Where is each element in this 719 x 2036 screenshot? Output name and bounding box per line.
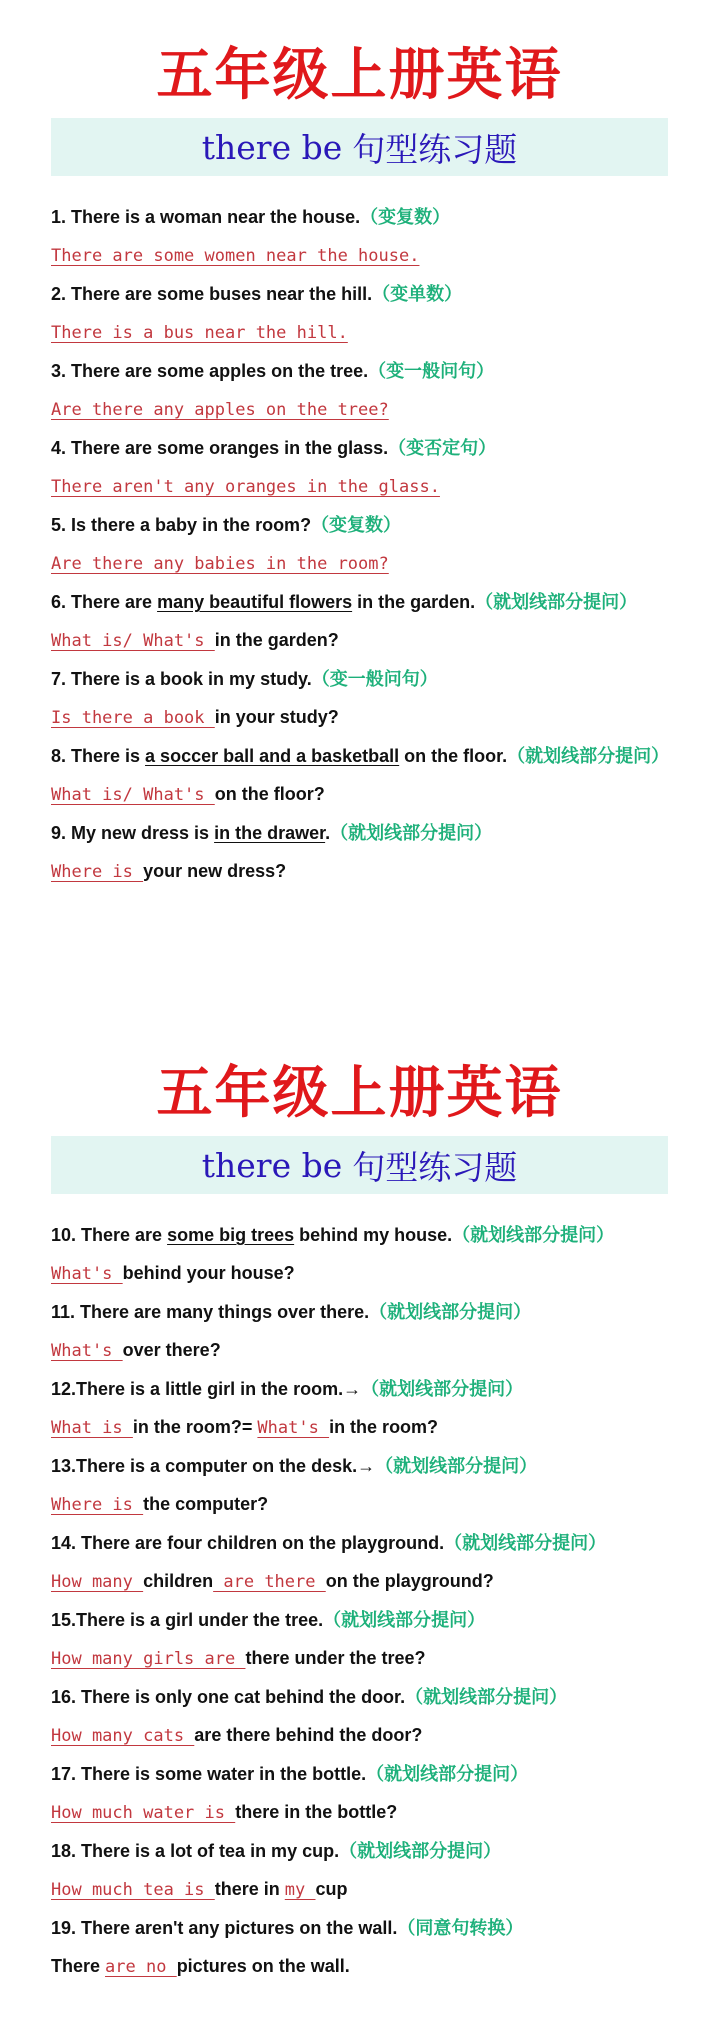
answer-row	[51, 1639, 691, 1678]
answer-text: my	[284, 1880, 316, 1900]
underlined-phrase: some big trees	[167, 1225, 295, 1245]
answer-rest: your new dress?	[143, 861, 287, 881]
answer-mid: children	[143, 1571, 214, 1591]
answer-text: Where is	[51, 862, 144, 882]
banner-en: there be	[201, 1145, 343, 1185]
answer-rest: over there?	[122, 1340, 221, 1360]
answer-text: How much water is	[51, 1803, 236, 1823]
answer-mid: there in	[214, 1879, 285, 1899]
answer-rest: on the playground?	[325, 1571, 494, 1591]
answer-row	[51, 621, 691, 660]
answer-text: What is/ What's	[51, 785, 215, 805]
instruction-tag: （就划线部分提问）	[444, 1533, 607, 1553]
answer-rest: in your study?	[214, 707, 339, 727]
subtitle-banner	[51, 118, 668, 176]
page-title: 五年级上册英语	[156, 42, 563, 108]
answer-row	[51, 1870, 691, 1909]
question-text: 14. There are four children on the playground.	[51, 1533, 445, 1553]
question-text: 13.There is a computer on the desk.→	[51, 1456, 376, 1476]
subtitle-banner	[51, 1136, 668, 1194]
question-text: 17. There is some water in the bottle.	[51, 1764, 367, 1784]
question-row	[51, 1447, 691, 1485]
question-text: in the garden.	[352, 592, 476, 612]
question-row	[51, 1370, 691, 1408]
instruction-tag: （就划线部分提问）	[452, 1225, 615, 1245]
answer-row	[51, 1947, 691, 1986]
answer-row	[51, 1716, 691, 1755]
instruction-tag: （就划线部分提问）	[323, 1610, 486, 1630]
question-row	[51, 429, 691, 467]
question-text: 7. There is a book in my study.	[51, 669, 312, 689]
question-row	[51, 1832, 691, 1870]
underlined-phrase: a soccer ball and a basketball	[145, 746, 400, 766]
instruction-tag: （就划线部分提问）	[405, 1687, 568, 1707]
banner-cn: 句型练习题	[352, 129, 518, 169]
answer-text: How much tea is	[51, 1880, 215, 1900]
answer-text: Is there a book	[51, 708, 215, 728]
question-text: 2. There are some buses near the hill.	[51, 284, 373, 304]
question-row	[51, 198, 691, 236]
instruction-tag: （就划线部分提问）	[507, 746, 670, 766]
answer-rest: pictures on the wall.	[176, 1956, 350, 1976]
underlined-phrase: many beautiful flowers	[157, 592, 353, 612]
answer-row	[51, 1793, 691, 1832]
answer-row	[51, 1562, 691, 1601]
instruction-tag: （变复数）	[360, 207, 451, 227]
instruction-tag: （变复数）	[311, 515, 402, 535]
instruction-tag: （变一般问句）	[368, 361, 495, 381]
answer-text: There are some women near the house.	[51, 246, 420, 266]
instruction-tag: （就划线部分提问）	[330, 823, 493, 843]
question-row	[51, 506, 691, 544]
answer-rest: the computer?	[143, 1494, 269, 1514]
question-text: 18. There is a lot of tea in my cup.	[51, 1841, 340, 1861]
answer-text: There is a bus near the hill.	[51, 323, 348, 343]
question-row	[51, 275, 691, 313]
answer-text: There aren't any oranges in the glass.	[51, 477, 440, 497]
answer-text: Where is	[51, 1495, 144, 1515]
question-row	[51, 1909, 691, 1947]
answer-row	[51, 390, 691, 429]
question-text: 12.There is a little girl in the room.→	[51, 1379, 362, 1399]
instruction-tag: （变否定句）	[388, 438, 497, 458]
answer-rest: there under the tree?	[245, 1648, 426, 1668]
answer-rest: behind your house?	[122, 1263, 295, 1283]
answer-row	[51, 852, 691, 891]
question-text: 8. There is	[51, 746, 146, 766]
question-text: 10. There are	[51, 1225, 168, 1245]
answer-row	[51, 775, 691, 814]
instruction-tag: （同意句转换）	[397, 1918, 524, 1938]
instruction-tag: （就划线部分提问）	[366, 1764, 529, 1784]
answer-row	[51, 544, 691, 583]
question-text: 3. There are some apples on the tree.	[51, 361, 369, 381]
page-title: 五年级上册英语	[156, 1060, 563, 1126]
answer-text: How many cats	[51, 1726, 195, 1746]
answer-row	[51, 236, 691, 275]
answer-row	[51, 1331, 691, 1370]
answer-rest: in the room?	[329, 1417, 439, 1437]
answer-text: What's	[51, 1264, 123, 1284]
banner-en: there be	[201, 127, 343, 167]
question-row	[51, 1216, 691, 1254]
answer-rest: in the garden?	[214, 630, 339, 650]
instruction-tag: （就划线部分提问）	[339, 1841, 502, 1861]
underlined-phrase: in the drawer	[214, 823, 326, 843]
question-row	[51, 1293, 691, 1331]
instruction-tag: （变一般问句）	[311, 669, 438, 689]
question-text: 4. There are some oranges in the glass.	[51, 438, 389, 458]
question-text: 19. There aren't any pictures on the wall.	[51, 1918, 398, 1938]
instruction-tag: （就划线部分提问）	[369, 1302, 532, 1322]
answer-row	[51, 313, 691, 352]
question-row	[51, 660, 691, 698]
answer-rest: there in the bottle?	[235, 1802, 398, 1822]
question-text: 1. There is a woman near the house.	[51, 207, 361, 227]
question-row	[51, 1678, 691, 1716]
instruction-tag: （就划线部分提问）	[475, 592, 638, 612]
question-text: 9. My new dress is	[51, 823, 215, 843]
question-list	[51, 1216, 691, 1986]
instruction-tag: （就划线部分提问）	[361, 1379, 524, 1399]
question-text: 16. There is only one cat behind the door.	[51, 1687, 406, 1707]
question-row	[51, 1524, 691, 1562]
instruction-tag: （变单数）	[372, 284, 463, 304]
question-row	[51, 1601, 691, 1639]
answer-pre: There	[51, 1956, 106, 1976]
answer-text: are there	[213, 1572, 326, 1592]
answer-text: What's	[51, 1341, 123, 1361]
answer-rest: cup	[315, 1879, 348, 1899]
answer-row	[51, 467, 691, 506]
banner-cn: 句型练习题	[352, 1147, 518, 1187]
question-row	[51, 1755, 691, 1793]
answer-text: What is	[51, 1418, 133, 1438]
answer-text: What is/ What's	[51, 631, 215, 651]
answer-row	[51, 1485, 691, 1524]
worksheet-section-1	[0, 0, 719, 891]
answer-rest: are there behind the door?	[194, 1725, 423, 1745]
answer-text: How many girls are	[51, 1649, 246, 1669]
answer-text: Are there any babies in the room?	[51, 554, 389, 574]
answer-rest: on the floor?	[214, 784, 325, 804]
answer-text: What's	[257, 1418, 330, 1438]
question-list	[51, 198, 691, 891]
question-row	[51, 352, 691, 390]
question-text: behind my house.	[294, 1225, 453, 1245]
question-text: 5. Is there a baby in the room?	[51, 515, 312, 535]
question-text: 6. There are	[51, 592, 158, 612]
answer-text: are no	[105, 1957, 177, 1977]
question-row	[51, 583, 691, 621]
question-text: on the floor.	[399, 746, 508, 766]
answer-mid: in the room?=	[132, 1417, 258, 1437]
answer-text: How many	[51, 1572, 144, 1592]
answer-row	[51, 1408, 691, 1447]
answer-row	[51, 698, 691, 737]
question-row	[51, 814, 691, 852]
question-text: 15.There is a girl under the tree.	[51, 1610, 324, 1630]
worksheet-section-2	[0, 1018, 719, 1986]
answer-row	[51, 1254, 691, 1293]
answer-text: Are there any apples on the tree?	[51, 400, 389, 420]
question-text: 11. There are many things over there.	[51, 1302, 370, 1322]
question-text: .	[325, 823, 331, 843]
question-row	[51, 737, 691, 775]
instruction-tag: （就划线部分提问）	[375, 1456, 538, 1476]
